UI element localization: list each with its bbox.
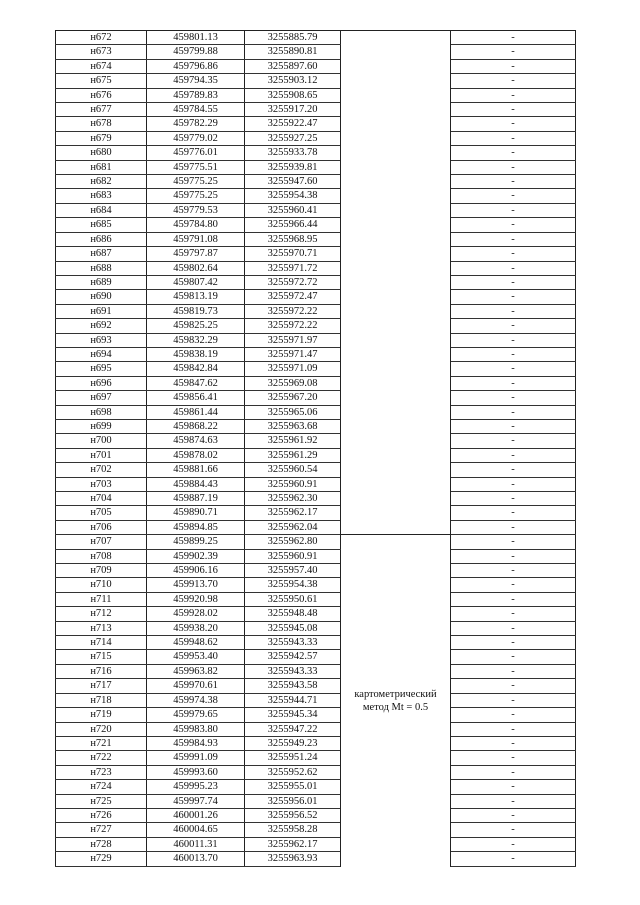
point-id-cell: н697	[56, 391, 147, 405]
y-coordinate-cell: 3255968.95	[245, 232, 341, 246]
x-coordinate-cell: 459983.80	[147, 722, 245, 736]
table-row	[56, 650, 576, 664]
y-coordinate-cell: 3255971.97	[245, 333, 341, 347]
x-coordinate-cell: 459984.93	[147, 736, 245, 750]
x-coordinate-cell: 459906.16	[147, 564, 245, 578]
point-id-cell: н709	[56, 564, 147, 578]
x-coordinate-cell: 460004.65	[147, 823, 245, 837]
accuracy-cell: -	[451, 117, 576, 131]
point-id-cell: н720	[56, 722, 147, 736]
x-coordinate-cell: 459913.70	[147, 578, 245, 592]
x-coordinate-cell: 459878.02	[147, 448, 245, 462]
accuracy-cell: -	[451, 261, 576, 275]
x-coordinate-cell: 459775.51	[147, 160, 245, 174]
table-row	[56, 621, 576, 635]
accuracy-cell: -	[451, 708, 576, 722]
method-name: картометрический	[354, 688, 437, 700]
point-id-cell: н696	[56, 376, 147, 390]
x-coordinate-cell: 459887.19	[147, 492, 245, 506]
y-coordinate-cell: 3255922.47	[245, 117, 341, 131]
table-row	[56, 74, 576, 88]
y-coordinate-cell: 3255967.20	[245, 391, 341, 405]
y-coordinate-cell: 3255885.79	[245, 31, 341, 45]
y-coordinate-cell: 3255972.72	[245, 275, 341, 289]
y-coordinate-cell: 3255956.01	[245, 794, 341, 808]
point-id-cell: н695	[56, 362, 147, 376]
point-id-cell: н675	[56, 74, 147, 88]
table-row	[56, 722, 576, 736]
y-coordinate-cell: 3255961.92	[245, 434, 341, 448]
y-coordinate-cell: 3255947.22	[245, 722, 341, 736]
point-id-cell: н673	[56, 45, 147, 59]
x-coordinate-cell: 459791.08	[147, 232, 245, 246]
table-row	[56, 304, 576, 318]
accuracy-cell: -	[451, 218, 576, 232]
y-coordinate-cell: 3255962.80	[245, 535, 341, 549]
y-coordinate-cell: 3255955.01	[245, 780, 341, 794]
y-coordinate-cell: 3255897.60	[245, 59, 341, 73]
accuracy-cell: -	[451, 434, 576, 448]
x-coordinate-cell: 459868.22	[147, 419, 245, 433]
x-coordinate-cell: 459842.84	[147, 362, 245, 376]
y-coordinate-cell: 3255950.61	[245, 592, 341, 606]
accuracy-cell: -	[451, 103, 576, 117]
y-coordinate-cell: 3255972.22	[245, 319, 341, 333]
accuracy-cell: -	[451, 535, 576, 549]
y-coordinate-cell: 3255965.06	[245, 405, 341, 419]
point-id-cell: н722	[56, 751, 147, 765]
y-coordinate-cell: 3255971.72	[245, 261, 341, 275]
y-coordinate-cell: 3255963.93	[245, 852, 341, 866]
method-cell	[341, 535, 451, 866]
accuracy-cell: -	[451, 808, 576, 822]
x-coordinate-cell: 459799.88	[147, 45, 245, 59]
point-id-cell: н683	[56, 189, 147, 203]
accuracy-cell: -	[451, 751, 576, 765]
y-coordinate-cell: 3255917.20	[245, 103, 341, 117]
y-coordinate-cell: 3255949.23	[245, 736, 341, 750]
y-coordinate-cell: 3255957.40	[245, 564, 341, 578]
table-row	[56, 405, 576, 419]
x-coordinate-cell: 460013.70	[147, 852, 245, 866]
accuracy-cell: -	[451, 203, 576, 217]
accuracy-cell: -	[451, 636, 576, 650]
x-coordinate-cell: 459881.66	[147, 463, 245, 477]
x-coordinate-cell: 459948.62	[147, 636, 245, 650]
point-id-cell: н698	[56, 405, 147, 419]
point-id-cell: н692	[56, 319, 147, 333]
accuracy-cell: -	[451, 290, 576, 304]
x-coordinate-cell: 459861.44	[147, 405, 245, 419]
point-id-cell: н677	[56, 103, 147, 117]
point-id-cell: н682	[56, 175, 147, 189]
point-id-cell: н721	[56, 736, 147, 750]
y-coordinate-cell: 3255971.09	[245, 362, 341, 376]
x-coordinate-cell: 459979.65	[147, 708, 245, 722]
x-coordinate-cell: 459802.64	[147, 261, 245, 275]
y-coordinate-cell: 3255942.57	[245, 650, 341, 664]
x-coordinate-cell: 459776.01	[147, 146, 245, 160]
x-coordinate-cell: 459974.38	[147, 693, 245, 707]
accuracy-cell: -	[451, 304, 576, 318]
y-coordinate-cell: 3255966.44	[245, 218, 341, 232]
table-row	[56, 146, 576, 160]
x-coordinate-cell: 459784.80	[147, 218, 245, 232]
table-row	[56, 564, 576, 578]
table-row	[56, 261, 576, 275]
accuracy-cell: -	[451, 852, 576, 866]
x-coordinate-cell: 459899.25	[147, 535, 245, 549]
point-id-cell: н705	[56, 506, 147, 520]
point-id-cell: н684	[56, 203, 147, 217]
point-id-cell: н676	[56, 88, 147, 102]
x-coordinate-cell: 459832.29	[147, 333, 245, 347]
accuracy-cell: -	[451, 679, 576, 693]
x-coordinate-cell: 459819.73	[147, 304, 245, 318]
table-row	[56, 823, 576, 837]
y-coordinate-cell: 3255963.68	[245, 419, 341, 433]
table-row	[56, 808, 576, 822]
accuracy-cell: -	[451, 146, 576, 160]
table-row	[56, 160, 576, 174]
table-row	[56, 736, 576, 750]
table-row	[56, 679, 576, 693]
x-coordinate-cell: 459797.87	[147, 247, 245, 261]
x-coordinate-cell: 459782.29	[147, 117, 245, 131]
point-id-cell: н703	[56, 477, 147, 491]
accuracy-cell: -	[451, 722, 576, 736]
table-row	[56, 218, 576, 232]
x-coordinate-cell: 459938.20	[147, 621, 245, 635]
x-coordinate-cell: 459995.23	[147, 780, 245, 794]
point-id-cell: н717	[56, 679, 147, 693]
accuracy-cell: -	[451, 319, 576, 333]
table-row	[56, 376, 576, 390]
table-row	[56, 477, 576, 491]
point-id-cell: н727	[56, 823, 147, 837]
point-id-cell: н726	[56, 808, 147, 822]
y-coordinate-cell: 3255933.78	[245, 146, 341, 160]
y-coordinate-cell: 3255960.91	[245, 477, 341, 491]
x-coordinate-cell: 459970.61	[147, 679, 245, 693]
x-coordinate-cell: 459856.41	[147, 391, 245, 405]
table-row	[56, 232, 576, 246]
table-row	[56, 852, 576, 866]
x-coordinate-cell: 459884.43	[147, 477, 245, 491]
table-row	[56, 463, 576, 477]
x-coordinate-cell: 459801.13	[147, 31, 245, 45]
accuracy-cell: -	[451, 664, 576, 678]
table-row	[56, 765, 576, 779]
accuracy-cell: -	[451, 520, 576, 534]
table-row	[56, 103, 576, 117]
accuracy-cell: -	[451, 477, 576, 491]
accuracy-cell: -	[451, 362, 576, 376]
table-row	[56, 636, 576, 650]
accuracy-cell: -	[451, 463, 576, 477]
table-row	[56, 31, 576, 45]
accuracy-cell: -	[451, 232, 576, 246]
y-coordinate-cell: 3255961.29	[245, 448, 341, 462]
point-id-cell: н707	[56, 535, 147, 549]
point-id-cell: н711	[56, 592, 147, 606]
table-row	[56, 88, 576, 102]
table-row	[56, 59, 576, 73]
x-coordinate-cell: 459789.83	[147, 88, 245, 102]
point-id-cell: н699	[56, 419, 147, 433]
table-row	[56, 837, 576, 851]
table-row	[56, 275, 576, 289]
accuracy-cell: -	[451, 376, 576, 390]
accuracy-cell: -	[451, 131, 576, 145]
y-coordinate-cell: 3255956.52	[245, 808, 341, 822]
y-coordinate-cell: 3255969.08	[245, 376, 341, 390]
y-coordinate-cell: 3255954.38	[245, 189, 341, 203]
y-coordinate-cell: 3255945.34	[245, 708, 341, 722]
point-id-cell: н723	[56, 765, 147, 779]
point-id-cell: н690	[56, 290, 147, 304]
x-coordinate-cell: 459920.98	[147, 592, 245, 606]
accuracy-cell: -	[451, 794, 576, 808]
x-coordinate-cell: 459813.19	[147, 290, 245, 304]
y-coordinate-cell: 3255962.17	[245, 837, 341, 851]
table-row	[56, 319, 576, 333]
coordinates-table	[55, 30, 576, 867]
y-coordinate-cell: 3255972.22	[245, 304, 341, 318]
x-coordinate-cell: 459991.09	[147, 751, 245, 765]
point-id-cell: н694	[56, 347, 147, 361]
y-coordinate-cell: 3255962.04	[245, 520, 341, 534]
accuracy-cell: -	[451, 448, 576, 462]
x-coordinate-cell: 459838.19	[147, 347, 245, 361]
y-coordinate-cell: 3255943.58	[245, 679, 341, 693]
accuracy-cell: -	[451, 607, 576, 621]
method-cell-empty	[341, 31, 451, 535]
table-row	[56, 189, 576, 203]
point-id-cell: н702	[56, 463, 147, 477]
accuracy-cell: -	[451, 564, 576, 578]
table-row	[56, 592, 576, 606]
point-id-cell: н718	[56, 693, 147, 707]
table-row	[56, 708, 576, 722]
x-coordinate-cell: 459890.71	[147, 506, 245, 520]
table-row	[56, 492, 576, 506]
accuracy-cell: -	[451, 31, 576, 45]
x-coordinate-cell: 459963.82	[147, 664, 245, 678]
y-coordinate-cell: 3255960.41	[245, 203, 341, 217]
point-id-cell: н729	[56, 852, 147, 866]
accuracy-cell: -	[451, 175, 576, 189]
y-coordinate-cell: 3255952.62	[245, 765, 341, 779]
point-id-cell: н706	[56, 520, 147, 534]
y-coordinate-cell: 3255947.60	[245, 175, 341, 189]
x-coordinate-cell: 459953.40	[147, 650, 245, 664]
x-coordinate-cell: 459794.35	[147, 74, 245, 88]
x-coordinate-cell: 459796.86	[147, 59, 245, 73]
point-id-cell: н700	[56, 434, 147, 448]
point-id-cell: н685	[56, 218, 147, 232]
y-coordinate-cell: 3255970.71	[245, 247, 341, 261]
y-coordinate-cell: 3255972.47	[245, 290, 341, 304]
x-coordinate-cell: 459874.63	[147, 434, 245, 448]
point-id-cell: н680	[56, 146, 147, 160]
x-coordinate-cell: 459779.53	[147, 203, 245, 217]
point-id-cell: н715	[56, 650, 147, 664]
accuracy-cell: -	[451, 780, 576, 794]
table-row	[56, 434, 576, 448]
y-coordinate-cell: 3255939.81	[245, 160, 341, 174]
point-id-cell: н686	[56, 232, 147, 246]
x-coordinate-cell: 459807.42	[147, 275, 245, 289]
point-id-cell: н710	[56, 578, 147, 592]
point-id-cell: н724	[56, 780, 147, 794]
point-id-cell: н681	[56, 160, 147, 174]
table-row	[56, 333, 576, 347]
accuracy-cell: -	[451, 247, 576, 261]
table-row	[56, 520, 576, 534]
accuracy-cell: -	[451, 736, 576, 750]
point-id-cell: н674	[56, 59, 147, 73]
table-row	[56, 535, 576, 549]
x-coordinate-cell: 460011.31	[147, 837, 245, 851]
table-row	[56, 506, 576, 520]
accuracy-cell: -	[451, 405, 576, 419]
y-coordinate-cell: 3255944.71	[245, 693, 341, 707]
point-id-cell: н672	[56, 31, 147, 45]
table-row	[56, 131, 576, 145]
y-coordinate-cell: 3255908.65	[245, 88, 341, 102]
point-id-cell: н689	[56, 275, 147, 289]
point-id-cell: н712	[56, 607, 147, 621]
point-id-cell: н701	[56, 448, 147, 462]
accuracy-cell: -	[451, 765, 576, 779]
y-coordinate-cell: 3255890.81	[245, 45, 341, 59]
accuracy-cell: -	[451, 419, 576, 433]
table-row	[56, 607, 576, 621]
accuracy-cell: -	[451, 823, 576, 837]
y-coordinate-cell: 3255948.48	[245, 607, 341, 621]
accuracy-cell: -	[451, 347, 576, 361]
table-row	[56, 549, 576, 563]
accuracy-cell: -	[451, 621, 576, 635]
accuracy-cell: -	[451, 391, 576, 405]
y-coordinate-cell: 3255960.54	[245, 463, 341, 477]
accuracy-cell: -	[451, 59, 576, 73]
x-coordinate-cell: 459993.60	[147, 765, 245, 779]
table-row	[56, 362, 576, 376]
table-row	[56, 578, 576, 592]
table-row	[56, 203, 576, 217]
accuracy-cell: -	[451, 578, 576, 592]
accuracy-cell: -	[451, 333, 576, 347]
x-coordinate-cell: 459775.25	[147, 189, 245, 203]
x-coordinate-cell: 459825.25	[147, 319, 245, 333]
accuracy-cell: -	[451, 492, 576, 506]
x-coordinate-cell: 459775.25	[147, 175, 245, 189]
coordinates-table-body	[56, 31, 576, 867]
point-id-cell: н687	[56, 247, 147, 261]
table-row	[56, 664, 576, 678]
x-coordinate-cell: 459902.39	[147, 549, 245, 563]
table-row	[56, 175, 576, 189]
table-row	[56, 247, 576, 261]
x-coordinate-cell: 459847.62	[147, 376, 245, 390]
point-id-cell: н713	[56, 621, 147, 635]
accuracy-cell: -	[451, 837, 576, 851]
x-coordinate-cell: 459997.74	[147, 794, 245, 808]
table-row	[56, 391, 576, 405]
y-coordinate-cell: 3255962.17	[245, 506, 341, 520]
accuracy-cell: -	[451, 693, 576, 707]
table-row	[56, 751, 576, 765]
y-coordinate-cell: 3255943.33	[245, 664, 341, 678]
point-id-cell: н728	[56, 837, 147, 851]
y-coordinate-cell: 3255903.12	[245, 74, 341, 88]
accuracy-cell: -	[451, 275, 576, 289]
y-coordinate-cell: 3255945.08	[245, 621, 341, 635]
x-coordinate-cell: 459784.55	[147, 103, 245, 117]
table-row	[56, 693, 576, 707]
accuracy-cell: -	[451, 45, 576, 59]
accuracy-cell: -	[451, 74, 576, 88]
point-id-cell: н714	[56, 636, 147, 650]
table-row	[56, 794, 576, 808]
point-id-cell: н678	[56, 117, 147, 131]
point-id-cell: н708	[56, 549, 147, 563]
table-row	[56, 347, 576, 361]
y-coordinate-cell: 3255971.47	[245, 347, 341, 361]
accuracy-cell: -	[451, 160, 576, 174]
method-accuracy: метод Mt = 0.5	[362, 701, 429, 713]
y-coordinate-cell: 3255958.28	[245, 823, 341, 837]
point-id-cell: н719	[56, 708, 147, 722]
point-id-cell: н691	[56, 304, 147, 318]
accuracy-cell: -	[451, 592, 576, 606]
y-coordinate-cell: 3255962.30	[245, 492, 341, 506]
table-row	[56, 448, 576, 462]
x-coordinate-cell: 459894.85	[147, 520, 245, 534]
accuracy-cell: -	[451, 189, 576, 203]
x-coordinate-cell: 460001.26	[147, 808, 245, 822]
point-id-cell: н725	[56, 794, 147, 808]
table-row	[56, 780, 576, 794]
point-id-cell: н716	[56, 664, 147, 678]
y-coordinate-cell: 3255954.38	[245, 578, 341, 592]
x-coordinate-cell: 459928.02	[147, 607, 245, 621]
accuracy-cell: -	[451, 549, 576, 563]
x-coordinate-cell: 459779.02	[147, 131, 245, 145]
accuracy-cell: -	[451, 506, 576, 520]
table-row	[56, 45, 576, 59]
y-coordinate-cell: 3255960.91	[245, 549, 341, 563]
y-coordinate-cell: 3255943.33	[245, 636, 341, 650]
table-row	[56, 117, 576, 131]
table-row	[56, 290, 576, 304]
y-coordinate-cell: 3255951.24	[245, 751, 341, 765]
point-id-cell: н704	[56, 492, 147, 506]
table-row	[56, 419, 576, 433]
y-coordinate-cell: 3255927.25	[245, 131, 341, 145]
point-id-cell: н679	[56, 131, 147, 145]
point-id-cell: н693	[56, 333, 147, 347]
accuracy-cell: -	[451, 650, 576, 664]
point-id-cell: н688	[56, 261, 147, 275]
accuracy-cell: -	[451, 88, 576, 102]
